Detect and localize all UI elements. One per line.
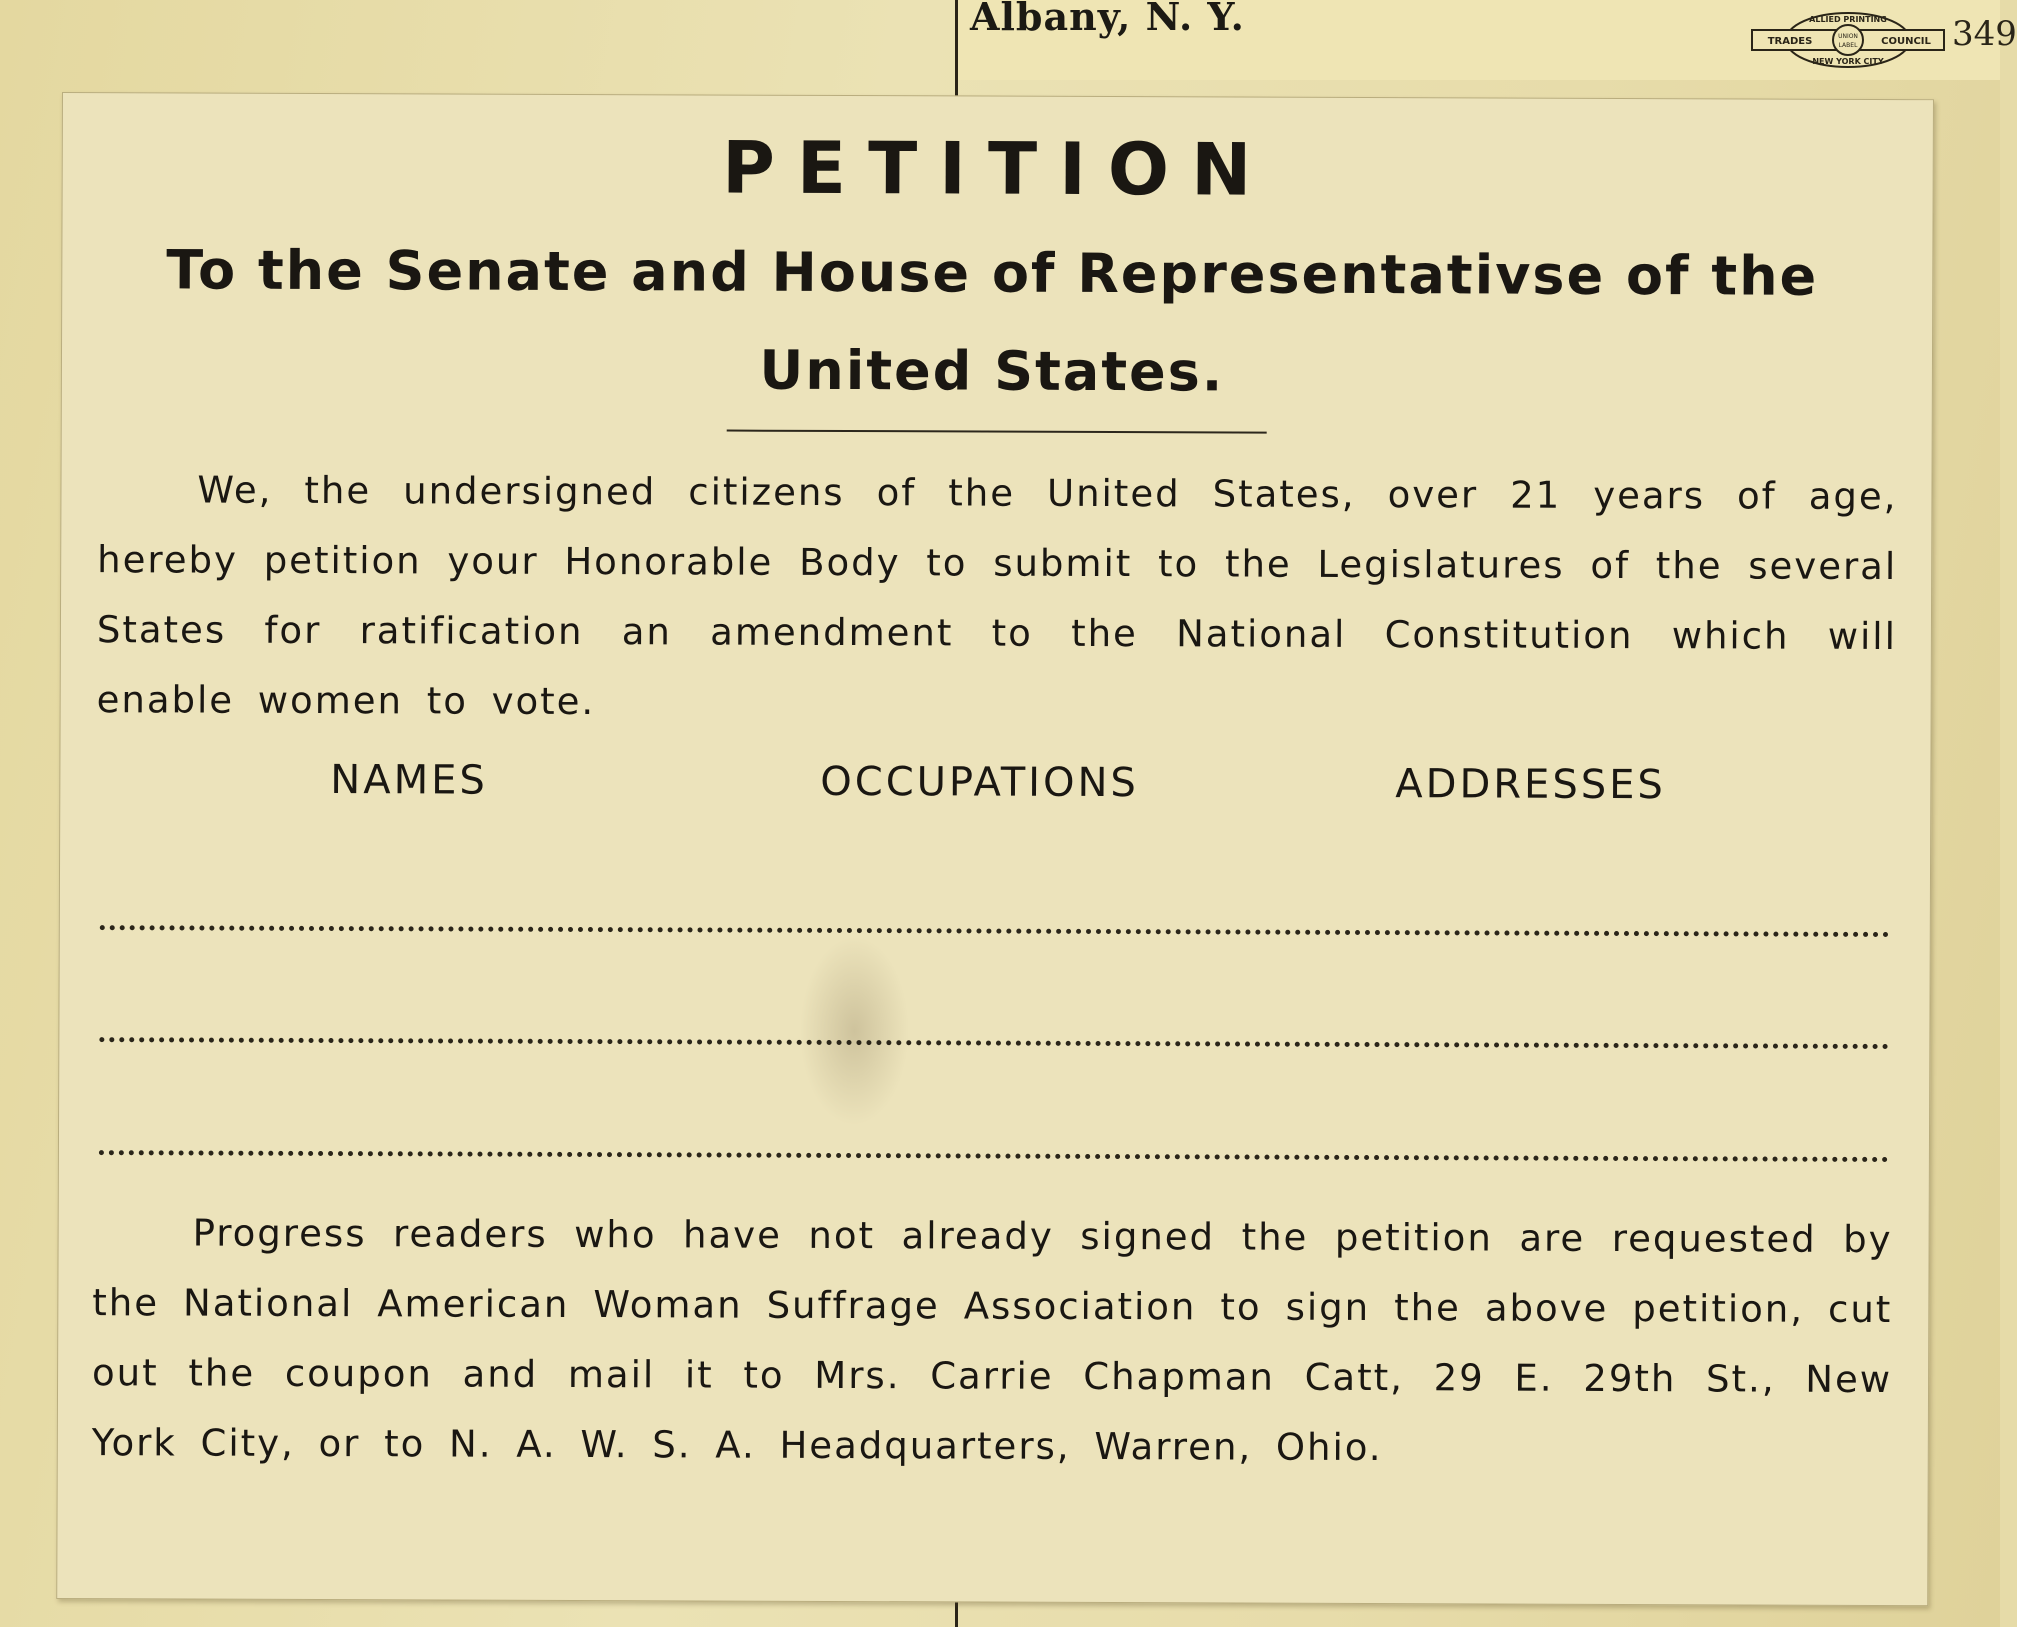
petition-title: PETITION: [721, 125, 1274, 212]
petition-footer-note: Progress readers who have not already signed the petition are requested by the National American Woman Suffrage Association to sign the above petition, cut out the coupon and mail it to Mrs. Carrie Chapman Catt, 29 E. 29th St., New York City, or to N. A. W. S. A. Headquarters, Warren, Ohio.: [91, 1211, 1893, 1470]
union-label-top-text: ALLIED PRINTING: [1809, 15, 1887, 24]
column-rule-top: [955, 0, 958, 110]
union-label-bottom-text: NEW YORK CITY: [1812, 57, 1884, 66]
union-label-center-top-text: UNION: [1838, 33, 1858, 40]
signature-line[interactable]: [99, 1150, 1889, 1162]
signature-line[interactable]: [99, 1037, 1889, 1049]
dateline-location: Albany, N. Y.: [970, 0, 1245, 39]
title-divider: [727, 430, 1267, 434]
paper-smudge: [799, 936, 910, 1126]
column-header-occupations: OCCUPATIONS: [820, 758, 1139, 807]
union-label-left-text: TRADES: [1767, 36, 1813, 47]
union-label-right-text: COUNCIL: [1881, 36, 1931, 47]
page-number: 349: [1952, 14, 2017, 54]
column-header-names: NAMES: [330, 757, 488, 804]
petition-subtitle: To the Senate and House of Representativse of the United States.: [166, 238, 1819, 404]
column-header-addresses: ADDRESSES: [1395, 761, 1666, 809]
petition-body: We, the undersigned citizens of the United States, over 21 years of age, hereby petition your Honorable Body to submit to the Legislatures of the several States for ratification an amendment to the National Constitution which will enable women to vote.: [96, 468, 1898, 724]
union-label-center-bottom-text: LABEL: [1838, 42, 1858, 49]
petition-clipping: [56, 92, 1934, 1606]
signature-line[interactable]: [100, 925, 1890, 937]
union-label-icon: [1748, 10, 1948, 70]
